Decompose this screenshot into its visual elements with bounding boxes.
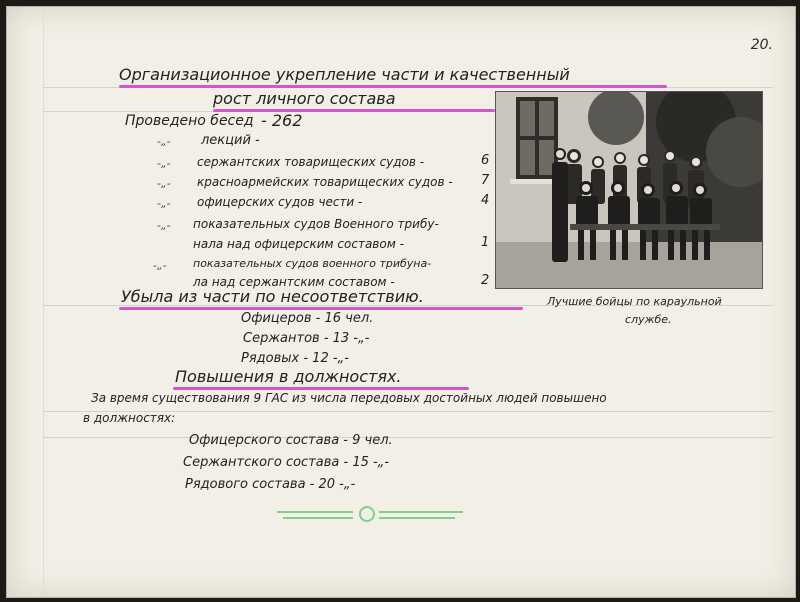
ditto-mark: -„-: [157, 197, 171, 210]
row-count: 1: [481, 235, 490, 250]
row-text: красноармейских товарищеских судов -: [197, 175, 453, 189]
page-number: 20.: [750, 37, 773, 53]
promotions-intro-line-2: в должностях:: [83, 411, 176, 425]
row-count: 4: [481, 193, 490, 208]
group-photo: [495, 91, 763, 289]
promotions-heading: Повышения в должностях.: [175, 367, 402, 386]
departure-heading: Убыла из части по несоответствию.: [121, 287, 424, 306]
ditto-mark: -„-: [153, 259, 167, 272]
row-text: показательных судов военного трибуна-: [193, 257, 432, 270]
promotions-intro-line-1: За время существования 9 ГАС из числа передовых достойных людей повышено: [91, 391, 607, 405]
title-underline-1: [119, 85, 667, 88]
row-text: офицерских судов чести -: [197, 195, 363, 209]
title-line-2: рост личного состава: [213, 89, 396, 108]
ditto-mark: -„-: [157, 135, 171, 148]
title-underline-2: [213, 109, 495, 112]
list-item: Рядовых - 12 -„-: [241, 351, 349, 366]
departure-underline: [119, 307, 523, 310]
photo-caption-line-2: службе.: [625, 313, 672, 326]
row-count: 2: [481, 273, 490, 288]
album-page: [6, 6, 796, 598]
row-text: нала над офицерским составом -: [193, 237, 404, 251]
list-item: Сержантов - 13 -„-: [243, 331, 370, 346]
ditto-mark: -„-: [157, 157, 171, 170]
row-text: сержантских товарищеских судов -: [197, 155, 425, 169]
soldiers-photo-image: [496, 92, 762, 288]
conversations-value: - 262: [261, 111, 303, 130]
ditto-mark: -„-: [157, 219, 171, 232]
row-text: лекций -: [201, 133, 260, 148]
title-line-1: Организационное укрепление части и качественный: [119, 65, 570, 84]
row-text: ла над сержантским составом -: [193, 275, 395, 289]
ornament-ring-icon: [359, 506, 375, 522]
row-text: показательных судов Военного трибу-: [193, 217, 439, 231]
row-count: 6: [481, 153, 490, 168]
ditto-mark: -„-: [157, 177, 171, 190]
row-count: 7: [481, 173, 490, 188]
conversations-label: Проведено бесед: [125, 113, 254, 129]
promotions-underline: [173, 387, 469, 390]
photo-caption-line-1: Лучшие бойцы по караульной: [547, 295, 722, 308]
list-item: Офицерского состава - 9 чел.: [189, 433, 393, 448]
list-item: Рядового состава - 20 -„-: [185, 477, 356, 492]
list-item: Сержантского состава - 15 -„-: [183, 455, 390, 470]
list-item: Офицеров - 16 чел.: [241, 311, 374, 326]
